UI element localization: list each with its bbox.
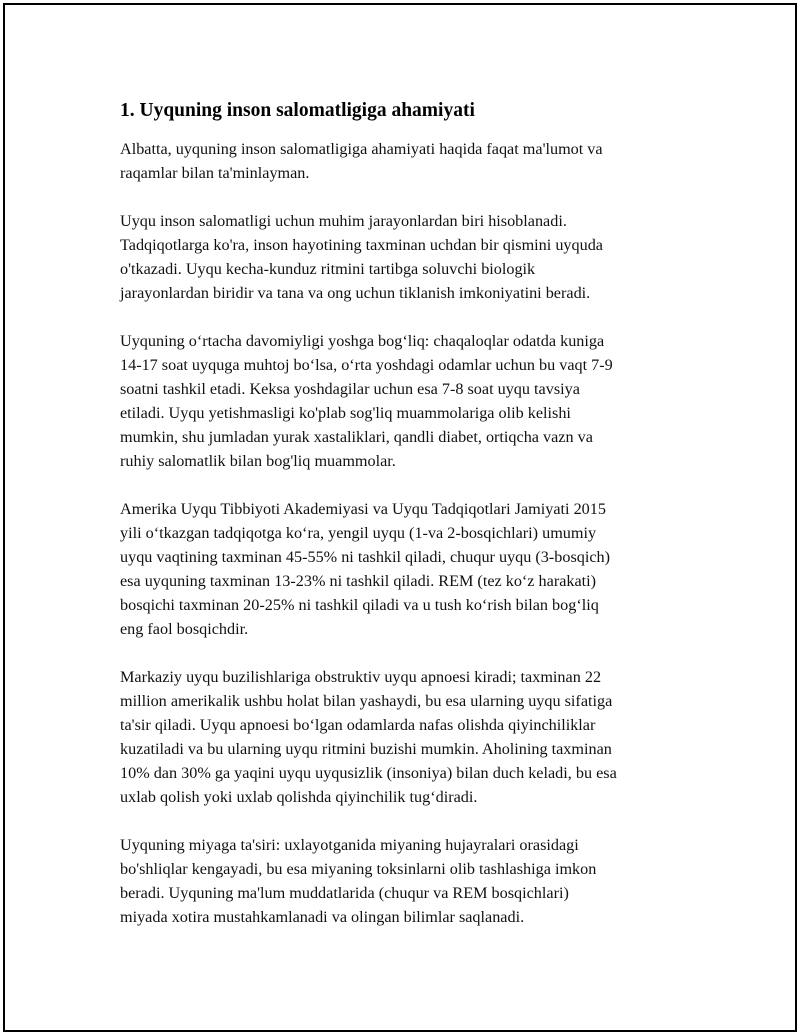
text-line: beradi. Uyquning ma'lum muddatlarida (chuqur va REM bosqichlari) [120,884,569,902]
text-line: Amerika Uyqu Tibbiyoti Akademiyasi va Uyqu Tadqiqotlari Jamiyati 2015 [120,500,606,518]
paragraph-overview [120,209,700,305]
text-line: soatni tashkil etadi. Keksa yoshdagilar uchun esa 7-8 soat uyqu tavsiya [120,380,580,398]
document-body [120,99,700,929]
text-line: raqamlar bilan ta'minlayman. [120,164,310,182]
text-line: Uyquning miyaga ta'siri: uxlayotganida miyaning hujayralari orasidagi [120,836,579,854]
paragraph-intro [120,137,700,185]
text-line: ta'sir qiladi. Uyqu apnoesi bo‘lgan odamlarda nafas olishda qiyinchiliklar [120,716,596,734]
text-line: uyqu vaqtining taxminan 45-55% ni tashkil qiladi, chuqur uyqu (3-bosqich) [120,548,611,566]
text-line: ruhiy salomatlik bilan bog'liq muammolar. [120,452,396,470]
text-line: bosqichi taxminan 20-25% ni tashkil qiladi va u tush ko‘rish bilan bog‘liq [120,596,599,614]
text-line: jarayonlardan biridir va tana va ong uchun tiklanish imkoniyatini beradi. [120,284,591,302]
text-line: o'tkazadi. Uyqu kecha-kunduz ritmini tartibga soluvchi biologik [120,260,536,278]
text-line: mumkin, shu jumladan yurak xastaliklari, qandli diabet, ortiqcha vazn va [120,428,593,446]
text-line: million amerikalik ushbu holat bilan yashaydi, bu esa ularning uyqu sifatiga [120,692,613,710]
text-line: 10% dan 30% ga yaqini uyqu uyqusizlik (insoniya) bilan duch keladi, bu esa [120,764,617,782]
text-line: Markaziy uyqu buzilishlariga obstruktiv uyqu apnoesi kiradi; taxminan 22 [120,668,602,686]
paragraph-sleep-stages [120,497,700,641]
text-line: esa uyquning taxminan 13-23% ni tashkil qiladi. REM (tez ko‘z harakati) [120,572,597,590]
text-line: 14-17 soat uyquga muhtoj bo‘lsa, o‘rta yoshdagi odamlar uchun bu vaqt 7-9 [120,356,613,374]
paragraph-brain-effects [120,833,700,929]
text-line: miyada xotira mustahkamlanadi va olingan bilimlar saqlanadi. [120,908,525,926]
paragraph-duration [120,329,700,473]
text-line: eng faol bosqichdir. [120,620,249,638]
text-line: Uyquning o‘rtacha davomiyligi yoshga bog‘liq: chaqaloqlar odatda kuniga [120,332,605,350]
text-line: Uyqu inson salomatligi uchun muhim jarayonlardan biri hisoblanadi. [120,212,567,230]
text-line: kuzatiladi va bu ularning uyqu ritmini buzishi mumkin. Aholining taxminan [120,740,612,758]
text-line: uxlab qolish yoki uxlab qolishda qiyinchilik tug‘diradi. [120,788,478,806]
section-heading: 1. Uyquning inson salomatligiga ahamiyati [120,100,475,121]
text-line: yili o‘tkazgan tadqiqotga ko‘ra, yengil uyqu (1-va 2-bosqichlari) umumiy [120,524,597,542]
text-line: Tadqiqotlarga ko'ra, inson hayotining taxminan uchdan bir qismini uyquda [120,236,603,254]
paragraph-sleep-disorders [120,665,700,809]
text-line: etiladi. Uyqu yetishmasligi ko'plab sog'liq muammolariga olib kelishi [120,404,571,422]
page-frame [3,3,797,1032]
text-line: Albatta, uyquning inson salomatligiga ahamiyati haqida faqat ma'lumot va [120,140,603,158]
text-line: bo'shliqlar kengayadi, bu esa miyaning toksinlarni olib tashlashiga imkon [120,860,597,878]
